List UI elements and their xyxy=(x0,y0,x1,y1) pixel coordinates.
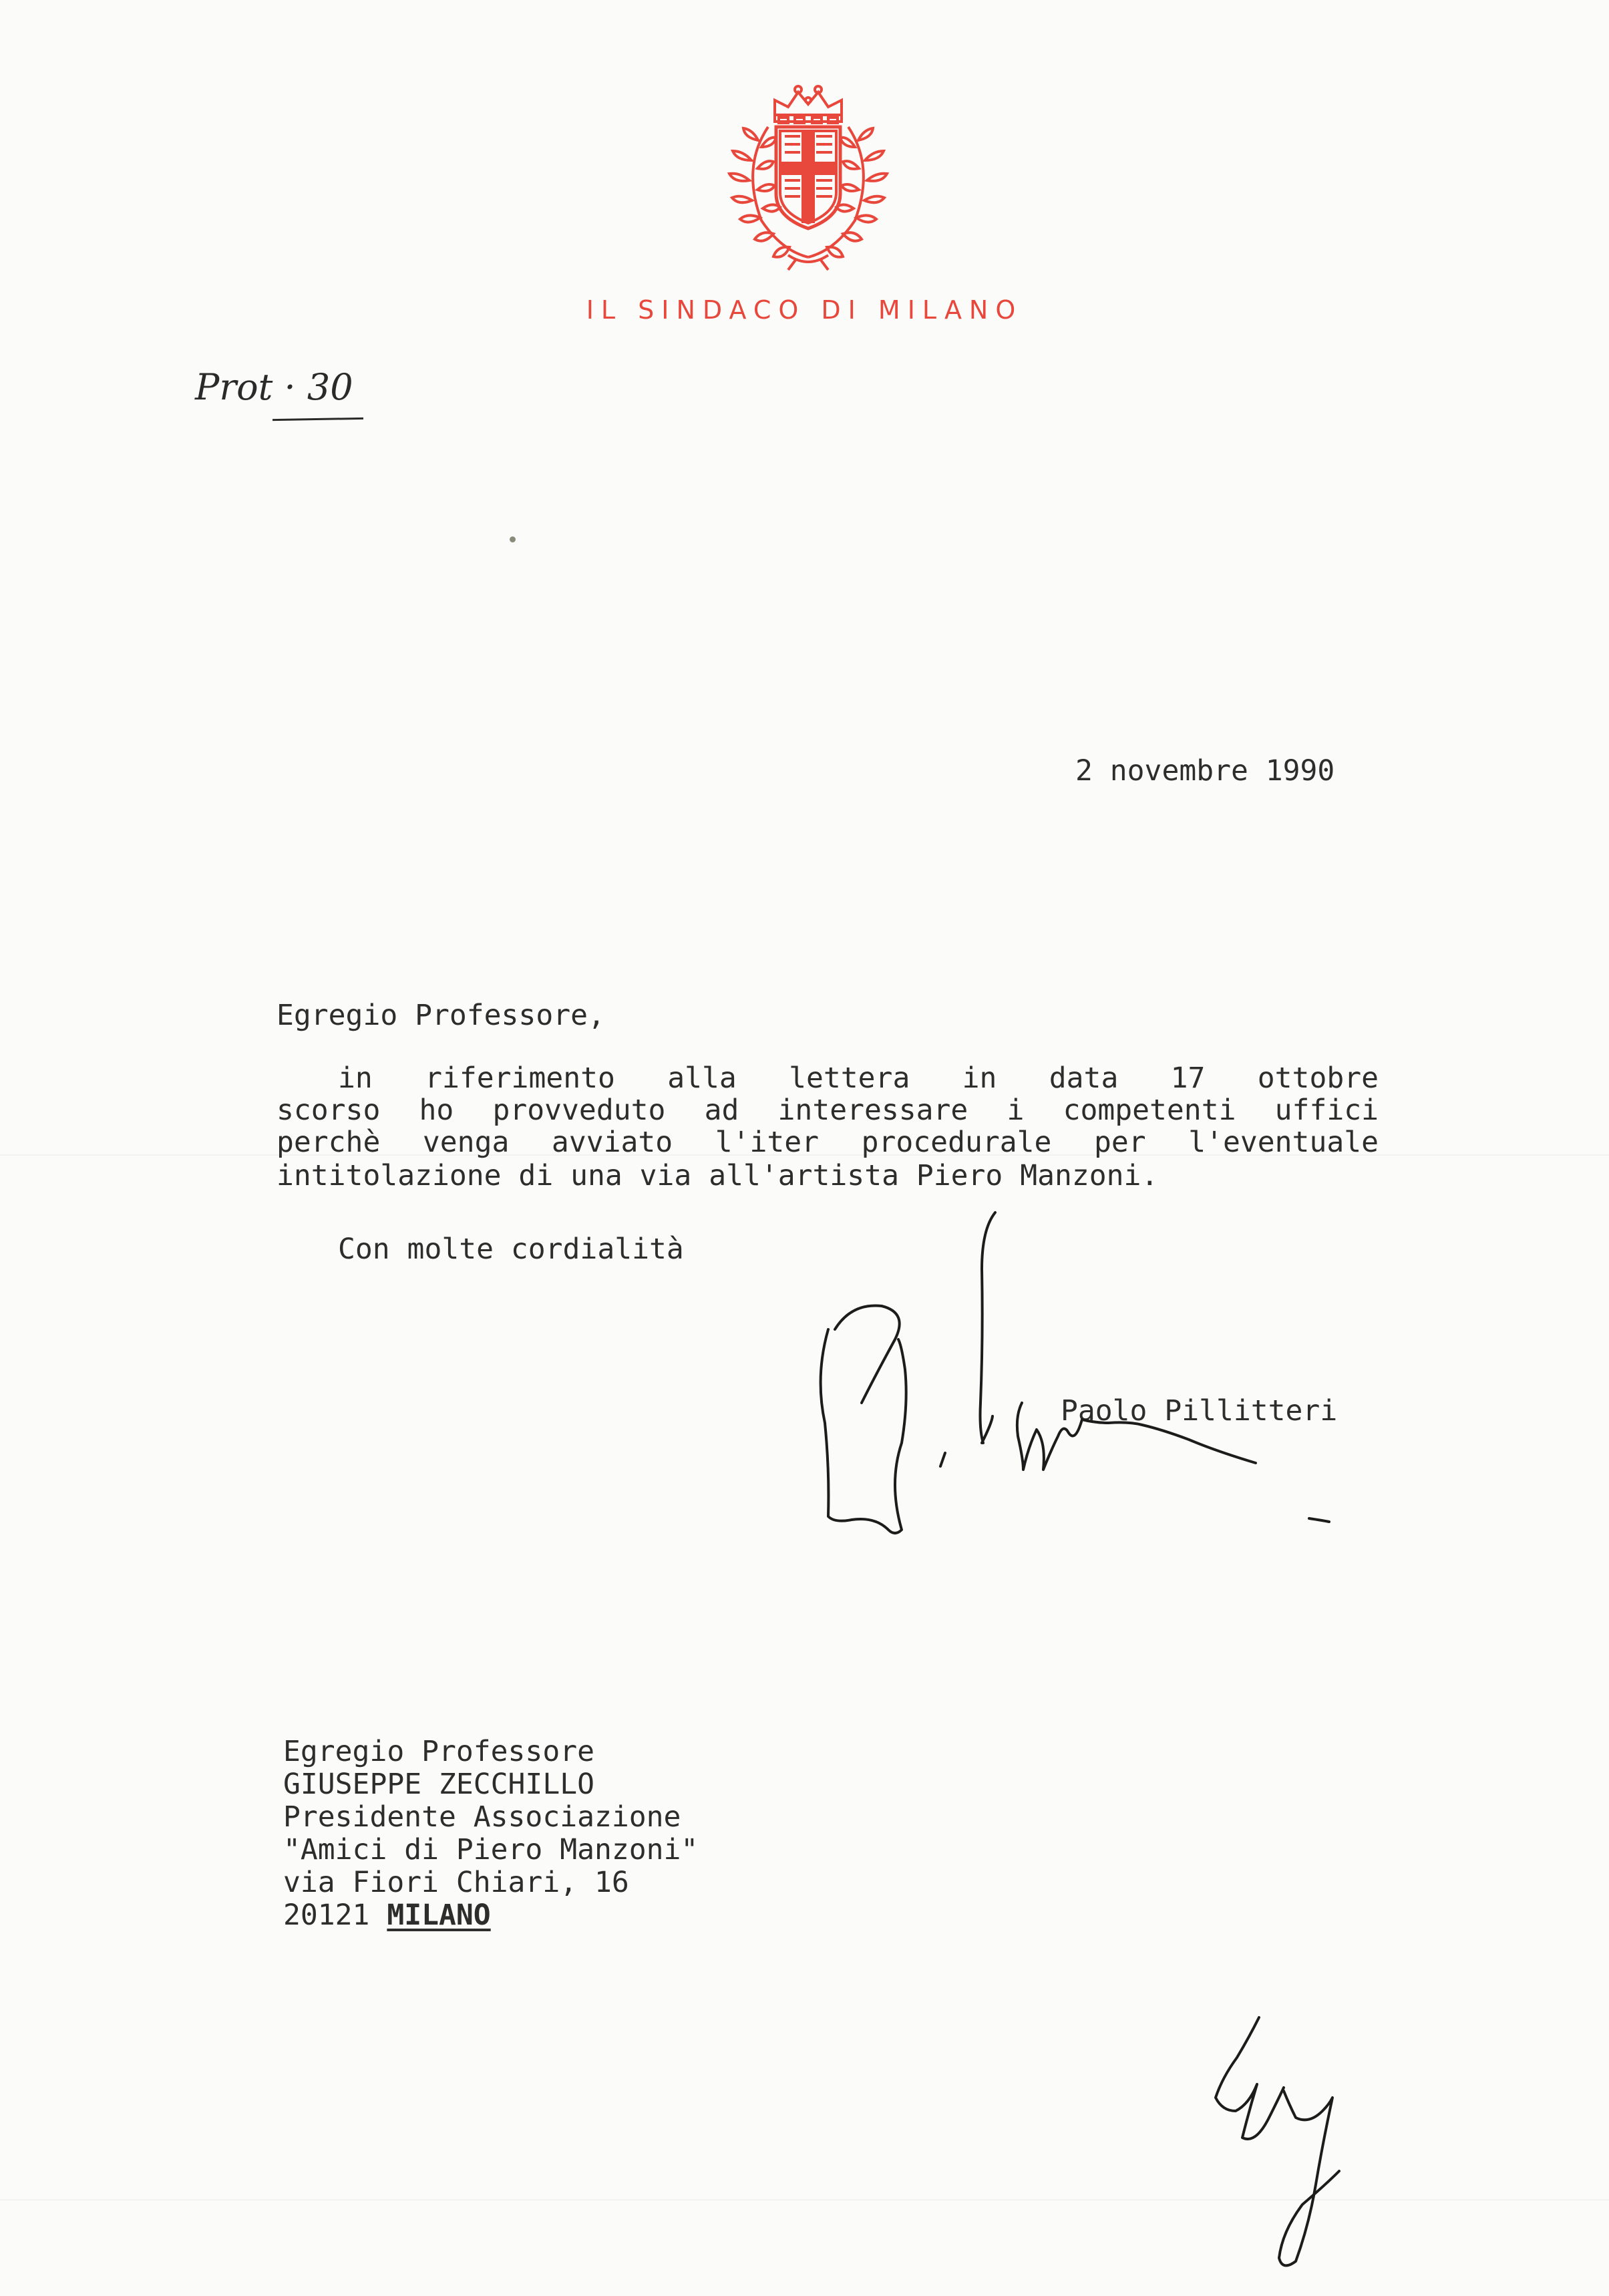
closing: Con molte cordialità xyxy=(338,1233,684,1266)
recipient-postcode: 20121 xyxy=(283,1899,370,1932)
paper-speck xyxy=(510,536,516,542)
body-line: perchè venga avviato l'iter procedurale per l'eventuale xyxy=(277,1126,1379,1159)
body-line: in riferimento alla lettera in data 17 ottobre xyxy=(338,1061,1379,1095)
recipient-street: via Fiori Chiari, 16 xyxy=(283,1866,629,1899)
recipient-line: Presidente Associazione xyxy=(283,1800,681,1834)
letter-date: 2 novembre 1990 xyxy=(1075,754,1335,788)
recipient-name: GIUSEPPE ZECCHILLO xyxy=(283,1768,594,1801)
handwritten-initials xyxy=(1196,2011,1369,2278)
recipient-address xyxy=(283,1736,698,1932)
recipient-line: "Amici di Piero Manzoni" xyxy=(283,1833,699,1866)
handwritten-signature xyxy=(788,1202,1403,1630)
letterhead-title: IL SINDACO DI MILANO xyxy=(586,295,1023,325)
protocol-underline xyxy=(273,418,363,421)
milan-coat-of-arms-icon xyxy=(721,80,895,274)
protocol-annotation: Prot · 30 xyxy=(195,366,353,408)
recipient-city: MILANO xyxy=(387,1899,491,1932)
body-line: scorso ho provveduto ad interessare i competenti uffici xyxy=(277,1094,1379,1127)
body-line: intitolazione di una via all'artista Piero Manzoni. xyxy=(277,1159,1159,1192)
signatory-name: Paolo Pillitteri xyxy=(1061,1394,1338,1428)
salutation: Egregio Professore, xyxy=(277,999,605,1032)
recipient-city-line xyxy=(283,1899,698,1932)
recipient-line: Egregio Professore xyxy=(283,1735,594,1768)
